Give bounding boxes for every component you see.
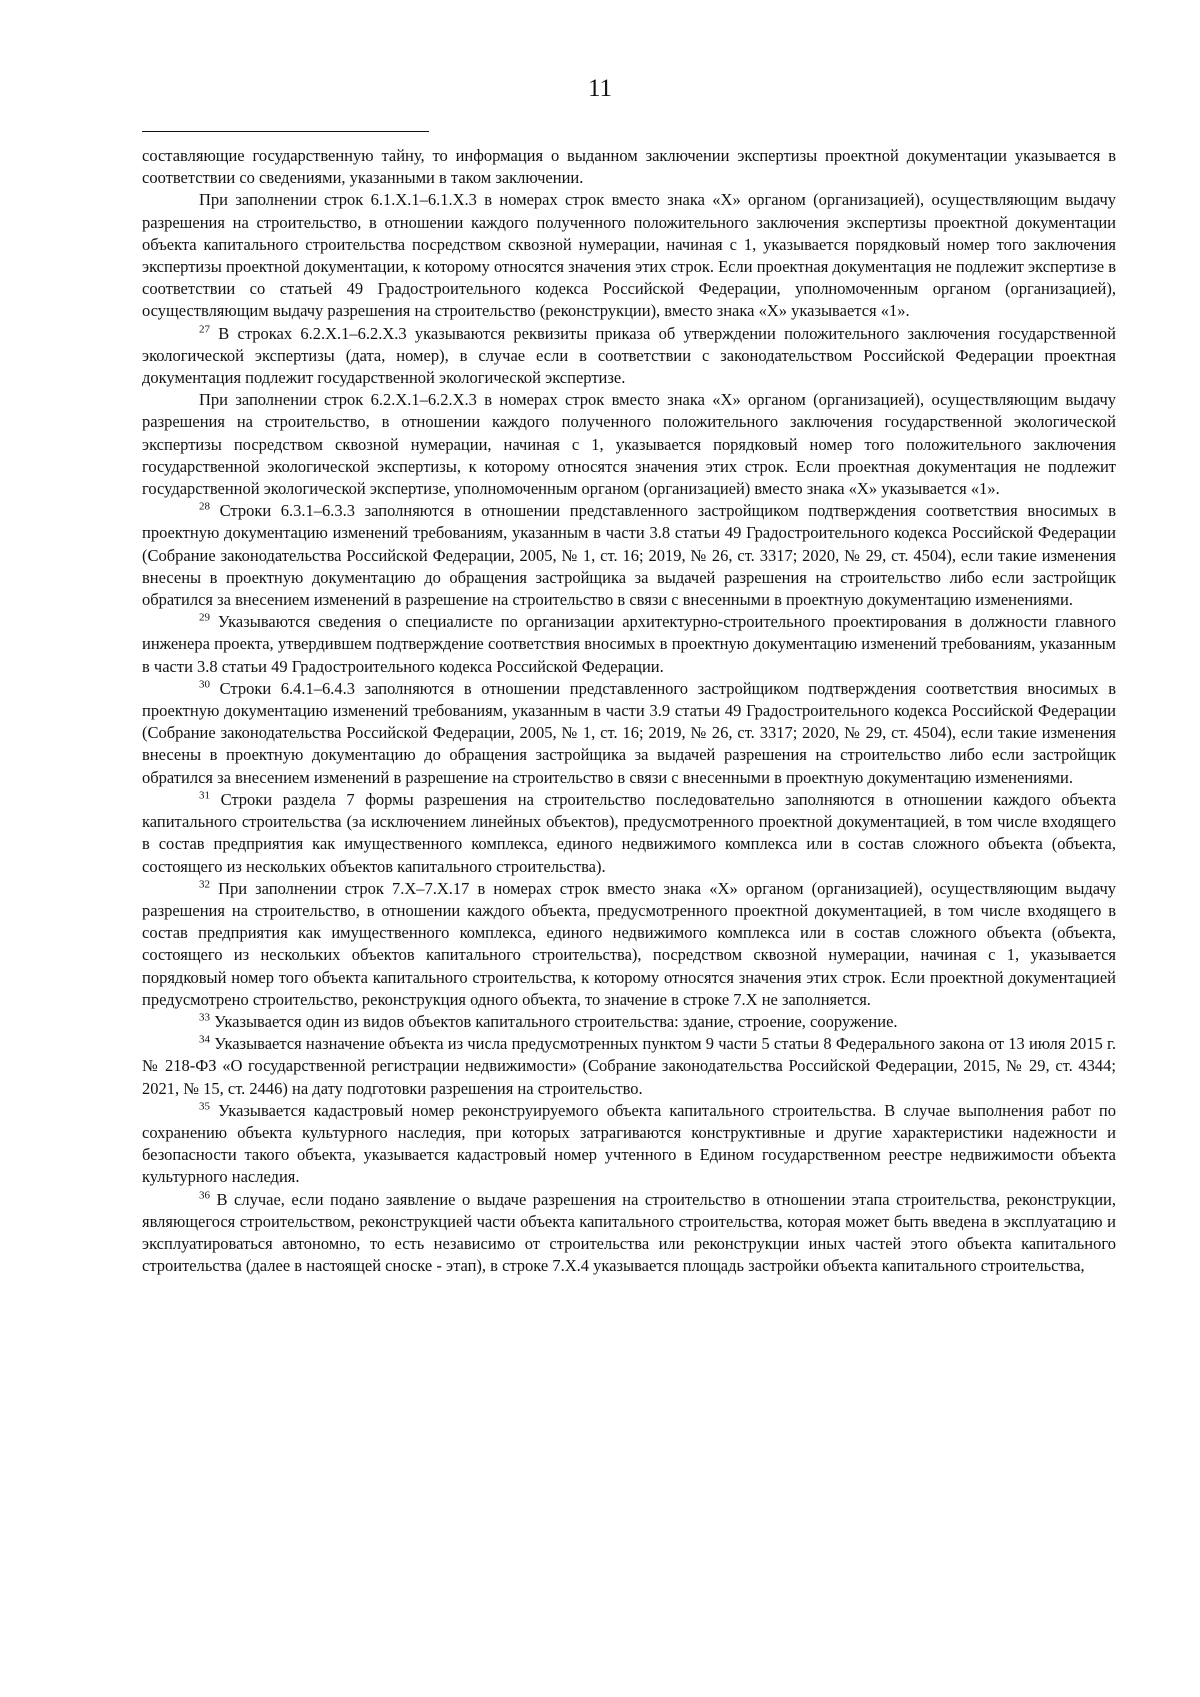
footnote-paragraph	[142, 789, 1116, 878]
footnote-paragraph	[142, 189, 1116, 322]
footnote-text: Указывается кадастровый номер реконструируемого объекта капитального строительства. В случае выполнения работ по сохранению объекта культурного наследия, при которых затрагиваются конструктивные и другие характеристики надежности и безопасности такого объекта, указывается кадастровый номер учтенного в Едином государственном реестре недвижимости объекта культурного наследия.	[142, 1100, 1117, 1187]
footnote-text: Строки раздела 7 формы разрешения на строительство последовательно заполняются в отношении каждого объекта капитального строительства (за исключением линейных объектов), предусмотренного проектной документацией, в том числе входящего в состав предприятия как имущественного комплекса, единого недвижимого комплекса или в состав сложного объекта (объекта, состоящего из нескольких объектов капитального строительства).	[142, 789, 1117, 876]
footnote-text: В строках 6.2.X.1–6.2.X.3 указываются реквизиты приказа об утверждении положительного заключения государственной экологической экспертизы (дата, номер), в случае если в соответствии с законодательством Российской Федерации проектная документация подлежит государственной экологической экспертизе.	[142, 323, 1116, 388]
footnote-marker: 28	[199, 500, 210, 513]
footnote-marker: 27	[199, 323, 210, 336]
footnote-paragraph	[142, 323, 1116, 390]
footnote-separator	[142, 131, 429, 132]
footnote-text: Указывается один из видов объектов капитального строительства: здание, строение, сооружение.	[214, 1011, 898, 1031]
footnote-marker: 33	[199, 1011, 210, 1024]
footnote-text: Строки 6.3.1–6.3.3 заполняются в отношении представленного застройщиком подтверждения соответствия вносимых в проектную документацию изменений требованиям, указанным в части 3.8 статьи 49 Градостроительного кодекса Российской Федерации (Собрание законодательства Российской Федерации, 2005, № 1, ст. 16; 2019, № 26, ст. 3317; 2020, № 29, ст. 4504), если такие изменения внесены в проектную документацию до обращения застройщика за выдачей разрешения на строительство либо если застройщик обратился за внесением изменений в разрешение на строительство в связи с внесенными в проектную документацию изменениями.	[142, 501, 1116, 610]
footnote-marker: 30	[199, 678, 210, 691]
footnote-paragraph	[142, 611, 1116, 678]
footnote-marker: 34	[199, 1033, 210, 1046]
footnotes-body	[142, 145, 1116, 1277]
footnote-text: Указывается назначение объекта из числа предусмотренных пунктом 9 части 5 статьи 8 Федерального закона от 13 июля 2015 г. № 218-ФЗ «О государственной регистрации недвижимости» (Собрание законодательства Российской Федерации, 2015, № 29, ст. 4344; 2021, № 15, ст. 2446) на дату подготовки разрешения на строительство.	[142, 1034, 1117, 1098]
footnote-text: составляющие государственную тайну, то информация о выданном заключении экспертизы проектной документации указывается в соответствии со сведениями, указанными в таком заключении.	[142, 146, 1116, 188]
footnote-paragraph	[142, 500, 1116, 611]
footnote-marker: 32	[199, 878, 210, 891]
footnote-paragraph	[142, 878, 1116, 1011]
footnote-paragraph	[142, 1189, 1116, 1278]
footnote-text: В случае, если подано заявление о выдаче разрешения на строительство в отношении этапа строительства, реконструкции, являющегося строительством, реконструкцией части объекта капитального строительства, которая может быть введена в эксплуатацию и эксплуатироваться автономно, то есть независимо от строительства или реконструкции иных частей этого объекта капитального строительства (далее в настоящей сноске - этап), в строке 7.X.4 указывается площадь застройки объекта капитального строительства,	[142, 1189, 1117, 1276]
footnote-marker: 36	[199, 1189, 210, 1202]
footnote-text: Указываются сведения о специалисте по организации архитектурно-строительного проектирования в должности главного инженера проекта, утвердившем подтверждение соответствия вносимых в проектную документацию изменений требованиям, указанным в части 3.8 статьи 49 Градостроительного кодекса Российской Федерации.	[142, 612, 1116, 676]
footnote-paragraph	[142, 1100, 1116, 1189]
footnote-marker: 31	[199, 789, 210, 802]
footnote-paragraph	[142, 678, 1116, 789]
footnote-text: Строки 6.4.1–6.4.3 заполняются в отношении представленного застройщиком подтверждения соответствия вносимых в проектную документацию изменений требованиям, указанным в части 3.9 статьи 49 Градостроительного кодекса Российской Федерации (Собрание законодательства Российской Федерации, 2005, № 1, ст. 16; 2019, № 26, ст. 3317; 2020, № 29, ст. 4504), если такие изменения внесены в проектную документацию до обращения застройщика за выдачей разрешения на строительство либо если застройщик обратился за внесением изменений в разрешение на строительство в связи с внесенными в проектную документацию изменениями.	[142, 678, 1116, 787]
footnote-paragraph	[142, 389, 1116, 500]
footnote-text: При заполнении строк 6.1.X.1–6.1.X.3 в номерах строк вместо знака «X» органом (организацией), осуществляющим выдачу разрешения на строительство, в отношении каждого полученного положительного заключения экспертизы проектной документации объекта капитального строительства посредством сквозной нумерации, начиная с 1, указывается порядковый номер того заключения экспертизы проектной документации, к которому относятся значения этих строк. Если проектная документация не подлежит экспертизе в соответствии со статьей 49 Градостроительного кодекса Российской Федерации, уполномоченным органом (организацией), осуществляющим выдачу разрешения на строительство (реконструкции), вместо знака «X» указывается «1».	[142, 190, 1116, 321]
footnote-paragraph	[142, 1011, 1116, 1033]
footnote-marker: 35	[199, 1100, 210, 1113]
footnote-paragraph	[142, 145, 1116, 189]
footnote-text: При заполнении строк 7.X–7.X.17 в номерах строк вместо знака «X» органом (организацией), осуществляющим выдачу разрешения на строительство, в отношении каждого объекта, предусмотренного проектной документацией, в том числе входящего в состав предприятия как имущественного комплекса, единого недвижимого комплекса или в состав сложного объекта (объекта, состоящего из нескольких объектов капитального строительства), посредством сквозной нумерации, начиная с 1, указывается порядковый номер того объекта капитального строительства, к которому относятся значения этих строк. Если проектной документацией предусмотрено строительство, реконструкция одного объекта, то значение в строке 7.X не заполняется.	[142, 878, 1117, 1009]
page-number: 11	[587, 75, 613, 102]
footnote-marker: 29	[199, 611, 210, 624]
footnote-paragraph	[142, 1033, 1116, 1100]
footnote-text: При заполнении строк 6.2.X.1–6.2.X.3 в номерах строк вместо знака «X» органом (организацией), осуществляющим выдачу разрешения на строительство, в отношении каждого полученного положительного заключения государственной экологической экспертизы посредством сквозной нумерации, начиная с 1, указывается порядковый номер того положительного заключения государственной экологической экспертизы, к которому относятся значения этих строк. Если проектная документация не подлежит государственной экологической экспертизе, уполномоченным органом (организацией) вместо знака «X» указывается «1».	[142, 390, 1116, 499]
